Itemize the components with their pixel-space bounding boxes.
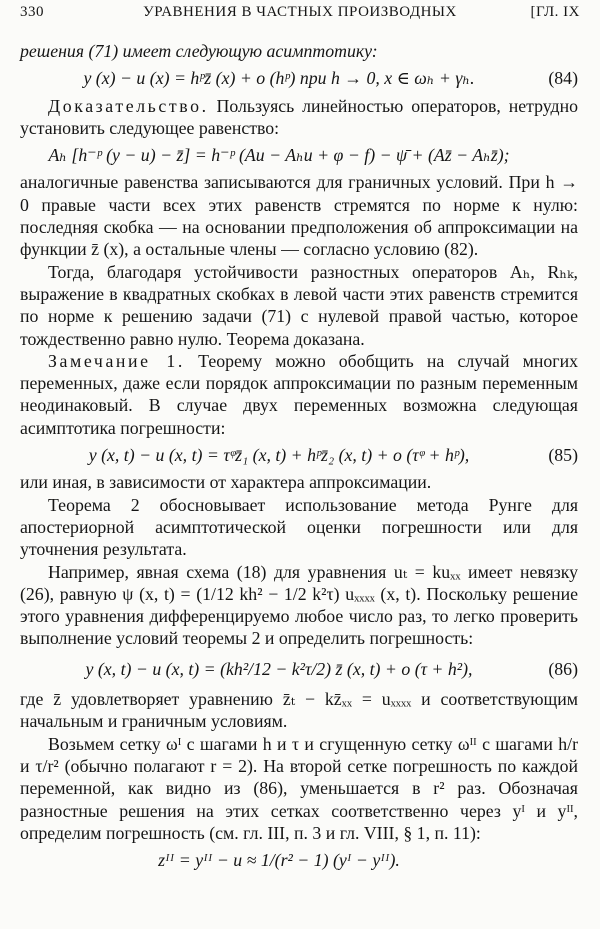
equation-85-formula: y (x, t) − u (x, t) = τᵠz̄₁ (x, t) + hᵖz̄₂ (x, t) + o (τᵠ + hᵖ),: [88, 445, 470, 466]
page-number: 330: [20, 4, 44, 20]
paragraph-proof: [20, 95, 578, 140]
paragraph-grids: Возьмем сетку ωᴵ с шагами h и τ и сгущенную сетку ωᴵᴵ с шагами h/r и τ/r² (обычно полагают r = 2). На второй сетке погрешность по каждой переменной, как видно из (86), уменьшается в r² раз. Обозначая разностные решения на этих сетках соответственно через yᴵ и yᴵᴵ, определим погрешность (см. гл. III, п. 3 и гл. VIII, § 1, п. 11):: [20, 733, 578, 843]
remark-text: Теорему можно обобщить на случай многих переменных, даже если порядок аппроксимации по разным переменным неодинаковый. В случае двух переменных возможна следующая асимптотика погрешности:: [20, 350, 578, 438]
remark-heading: Замечание 1.: [48, 350, 185, 371]
paragraph-theorem-tail: решения (71) имеет следующую асимптотику:: [20, 41, 378, 61]
paragraph-boundary-conditions: аналогичные равенства записываются для граничных условий. При h → 0 правые части всех этих равенств стремятся по норме к нулю: последняя скобка — на основании предположения об аппроксимации на функции z̄ (x), а остальные члены — согласно условию (82).: [20, 172, 578, 260]
paragraph-example: Например, явная схема (18) для уравнения uₜ = kuₓₓ имеет невязку (26), равную ψ (x, t) = (1/12 kh² − 1/2 k²τ) uₓₓₓₓ (x, t). Поскольку решение этого уравнения дифференцируемо любое число раз, то легко проверить выполнение условий теоремы 2 и определить погрешность:: [20, 561, 578, 649]
page-body: [20, 40, 578, 876]
paragraph-where: где z̄ удовлетворяет уравнению z̄ₜ − kz̄ₓₓ = uₓₓₓₓ и соответствующим начальным и граничным условиям.: [20, 689, 578, 732]
chapter-label: [ГЛ. IX: [530, 4, 580, 20]
paragraph-stability: Тогда, благодаря устойчивости разностных операторов Aₕ, Rₕₖ, выражение в квадратных скобках в левой части этих равенств стремится по норме к решению задачи (71) с нулевой правой частью, которое тождественно равно нулю. Теорема доказана.: [20, 261, 578, 349]
equation-86-number: (86): [548, 658, 578, 679]
page-header: [20, 4, 580, 30]
running-title: УРАВНЕНИЯ В ЧАСТНЫХ ПРОИЗВОДНЫХ: [143, 4, 457, 20]
paragraph-remark-1: [20, 350, 578, 439]
equation-86-formula: y (x, t) − u (x, t) = (kh²/12 − k²τ/2) z̄ (x, t) + o (τ + h²),: [85, 658, 473, 679]
equation-84: [20, 67, 578, 89]
equation-85: [20, 444, 578, 466]
equation-86: [20, 658, 578, 680]
equation-84-number: (84): [548, 68, 578, 89]
equation-final: [20, 849, 578, 871]
paragraph-runge: Теорема 2 обосновывает использование метода Рунге для апостериорной асимптотической оценки погрешности или для уточнения результата.: [20, 494, 578, 560]
proof-heading: Доказательство.: [48, 95, 209, 116]
paragraph-or-other: или иная, в зависимости от характера аппроксимации.: [20, 472, 432, 493]
proof-text: Пользуясь линейностью операторов, нетрудно установить следующее равенство:: [20, 95, 578, 138]
equation-84-formula: y (x) − u (x) = hᵖz̄ (x) + o (hᵖ) при h → 0, x ∈ ωₕ + γₕ.: [83, 68, 475, 89]
equation-unnumbered: [20, 144, 578, 166]
equation-85-number: (85): [548, 445, 578, 466]
equation-unnumbered-formula: Aₕ [h⁻ᵖ (y − u) − z̄] = h⁻ᵖ (Au − Aₕu + φ − f) − ψ̄ + (Az̄ − Aₕz̄);: [48, 145, 510, 166]
equation-final-formula: zᴵᴵ = yᴵᴵ − u ≈ 1/(r² − 1) (yᴵ − yᴵᴵ).: [158, 850, 400, 871]
